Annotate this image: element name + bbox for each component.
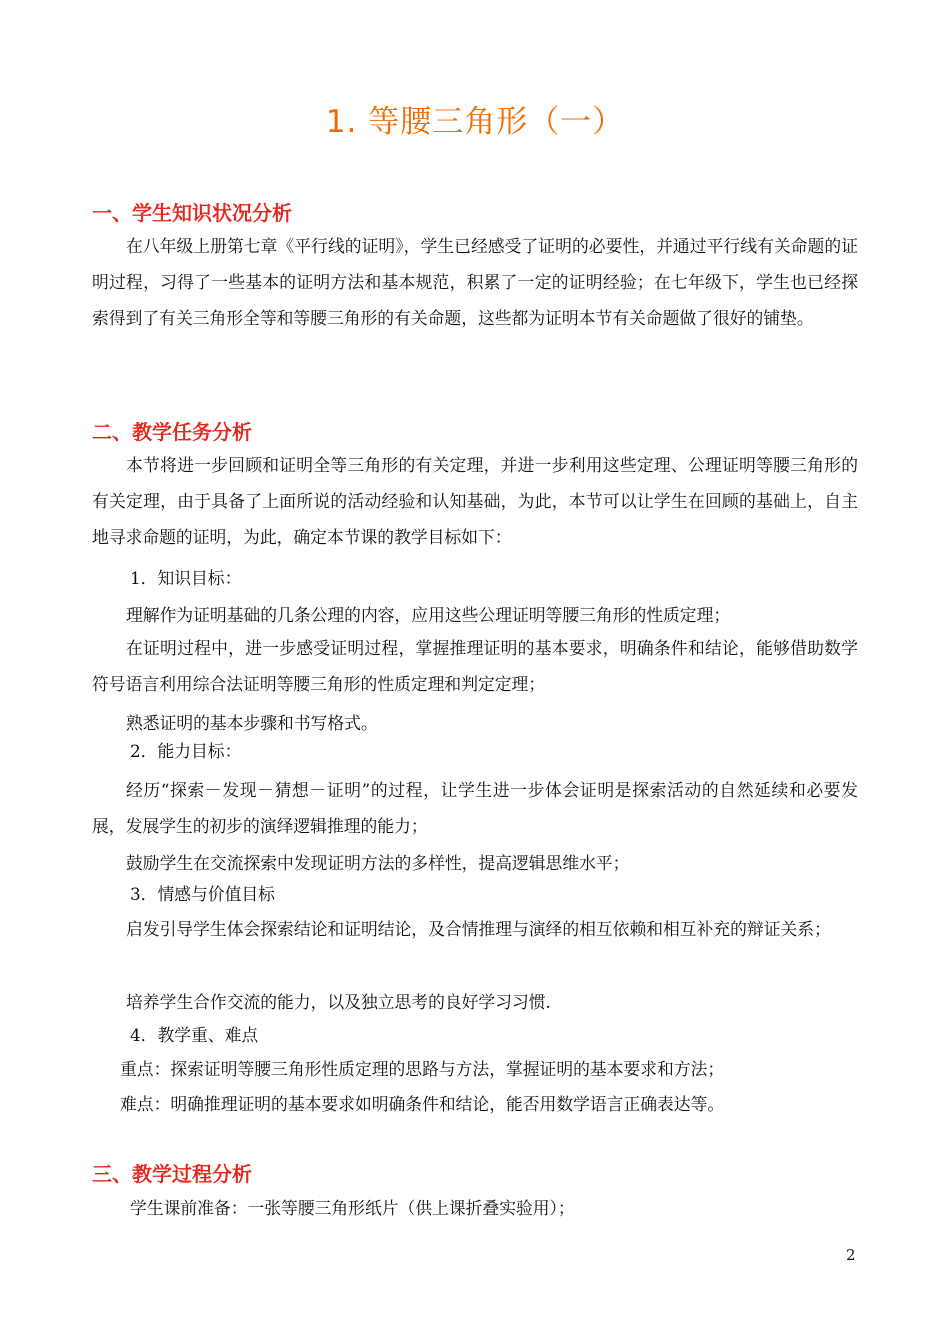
difficulty-line: 难点：明确推理证明的基本要求如明确条件和结论，能否用数学语言正确表达等。 [120, 1094, 725, 1114]
paragraph-student-knowledge: 在八年级上册第七章《平行线的证明》，学生已经感受了证明的必要性，并通过平行线有关命题的证明过程，习得了一些基本的证明方法和基本规范，积累了一定的证明经验；在七年级下，学生也已经探索得到了有关三角形全等和等腰三角形的有关命题，这些都为证明本节有关命题做了很好的铺垫。 [92, 236, 858, 329]
paragraph-emotion-goal-2: 培养学生合作交流的能力，以及独立思考的良好学习习惯. [126, 992, 551, 1012]
goal-ability-heading: 2．能力目标： [130, 741, 242, 761]
key-difficulty-heading: 4．教学重、难点 [130, 1025, 259, 1045]
page-number: 2 [846, 1246, 856, 1264]
paragraph-knowledge-goal-1: 理解作为证明基础的几条公理的内容，应用这些公理证明等腰三角形的性质定理； [126, 605, 731, 625]
paragraph-class-prep: 学生课前准备：一张等腰三角形纸片（供上课折叠实验用）； [130, 1198, 575, 1218]
goal-emotion-heading: 3．情感与价值目标 [130, 884, 275, 904]
section-heading-task-analysis: 二、教学任务分析 [92, 420, 252, 444]
section-heading-process-analysis: 三、教学过程分析 [92, 1162, 252, 1186]
paragraph-task-intro: 本节将进一步回顾和证明全等三角形的有关定理，并进一步利用这些定理、公理证明等腰三角形的有关定理，由于具备了上面所说的活动经验和认知基础，为此，本节可以让学生在回顾的基础上，自主地寻求命题的证明，为此，确定本节课的教学目标如下： [92, 455, 858, 548]
paragraph-ability-goal-1: 经历“探索－发现－猜想－证明”的过程，让学生进一步体会证明是探索活动的自然延续和必要发展，发展学生的初步的演绎逻辑推理的能力； [92, 780, 858, 837]
page-title: 1. 等腰三角形（一） [325, 104, 625, 140]
paragraph-knowledge-goal-2: 在证明过程中，进一步感受证明过程，掌握推理证明的基本要求，明确条件和结论，能够借助数学符号语言利用综合法证明等腰三角形的性质定理和判定定理； [92, 638, 858, 695]
paragraph-ability-goal-2: 鼓励学生在交流探索中发现证明方法的多样性，提高逻辑思维水平； [126, 853, 630, 873]
paragraph-knowledge-goal-3: 熟悉证明的基本步骤和书写格式。 [126, 713, 378, 733]
goal-knowledge-heading: 1．知识目标： [130, 568, 242, 588]
key-point-line: 重点：探索证明等腰三角形性质定理的思路与方法，掌握证明的基本要求和方法； [120, 1059, 725, 1079]
paragraph-emotion-goal-1: 启发引导学生体会探索结论和证明结论，及合情推理与演绎的相互依赖和相互补充的辩证关系； [126, 919, 831, 939]
section-heading-student-knowledge: 一、学生知识状况分析 [92, 201, 292, 225]
